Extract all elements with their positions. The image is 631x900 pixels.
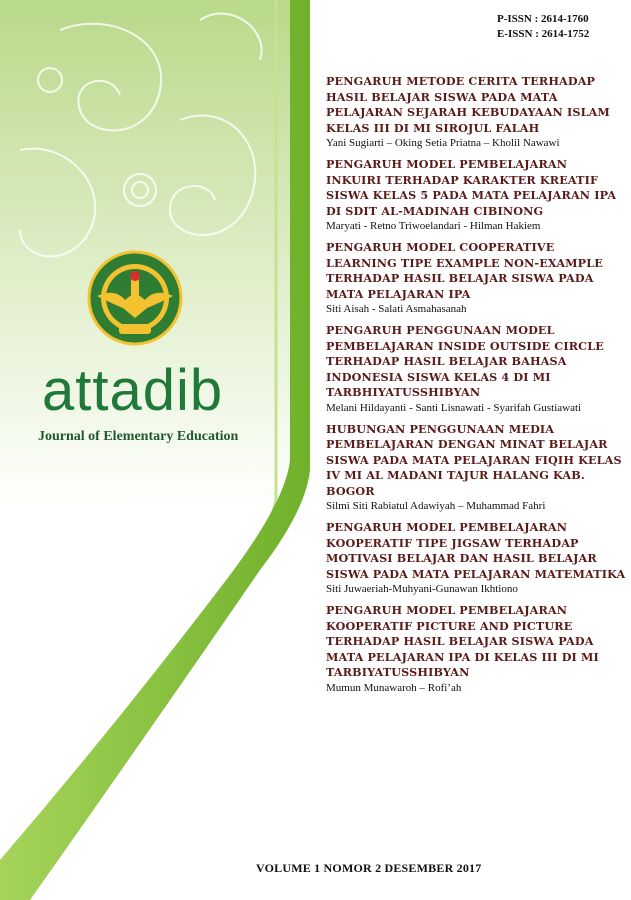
article-authors: Silmi Siti Rabiatul Adawiyah – Muhammad Fahri (326, 500, 546, 512)
article-title: PENGARUH MODEL PEMBELAJARAN INKUIRI TERHADAP KARAKTER KREATIF SISWA KELAS 5 PADA MATA PELAJARAN IPA DI SDIT AL-MADINAH CIBINONG (326, 157, 617, 218)
article-title: HUBUNGAN PENGGUNAAN MEDIA PEMBELAJARAN DENGAN MINAT BELAJAR SISWA PADA MATA PELAJARAN FIQIH KELAS IV MI AL MADANI TAJUR HALANG KAB. BOGOR (326, 421, 622, 498)
article-item (326, 323, 626, 416)
issn-block (497, 12, 589, 42)
article-title: PENGARUH MODEL COOPERATIVE LEARNING TIPE EXAMPLE NON-EXAMPLE TERHADAP HASIL BELAJAR SISWA PADA MATA PELAJARAN IPA (326, 240, 603, 301)
article-title: PENGARUH METODE CERITA TERHADAP HASIL BELAJAR SISWA PADA MATA PELAJARAN SEJARAH KEBUDAYAAN ISLAM KELAS III DI MI SIROJUL FALAH (326, 74, 610, 135)
article-item (326, 422, 626, 515)
article-item (326, 157, 626, 234)
article-list (326, 74, 626, 702)
university-logo (85, 248, 185, 348)
article-title: PENGARUH MODEL PEMBELAJARAN KOOPERATIF TIPE JIGSAW TERHADAP MOTIVASI BELAJAR DAN HASIL BELAJAR SISWA PADA MATA PELAJARAN MATEMATIKA (326, 520, 626, 581)
journal-subtitle: Journal of Elementary Education (38, 429, 239, 444)
article-authors: Melani Hildayanti - Santi Lisnawati - Syarifah Gustiawati (326, 401, 582, 414)
article-item (326, 520, 626, 597)
article-authors: Mumun Munawaroh – Rofi’ah (326, 681, 462, 694)
article-item (326, 74, 626, 151)
article-item (326, 240, 626, 317)
article-item (326, 603, 626, 696)
article-authors: Yani Sugiarti – Oking Setia Priatna – Kholil Nawawi (326, 137, 560, 149)
article-authors: Siti Aisah - Salati Asmahasanah (326, 303, 467, 315)
p-issn: P-ISSN : 2614-1760 (497, 13, 589, 25)
article-title: PENGARUH MODEL PEMBELAJARAN KOOPERATIF PICTURE AND PICTURE TERHADAP HASIL BELAJAR SISWA PADA MATA PELAJARAN IPA DI KELAS III DI MI TARBIYATUSSHIBYAN (326, 603, 599, 679)
e-issn: E-ISSN : 2614-1752 (497, 28, 590, 40)
volume-info: VOLUME 1 NOMOR 2 DESEMBER 2017 (256, 861, 482, 875)
article-title: PENGARUH PENGGUNAAN MODEL PEMBELAJARAN INSIDE OUTSIDE CIRCLE TERHADAP HASIL BELAJAR BAHASA INDONESIA SISWA KELAS 4 DI MI TARBHIYATUSSHIBYAN (326, 323, 604, 399)
journal-name: attadib (42, 358, 224, 423)
article-authors: Maryati - Retno Triwoelandari - Hilman Hakiem (326, 220, 541, 232)
article-authors: Siti Juwaeriah-Muhyani-Gunawan Ikhtiono (326, 583, 518, 595)
